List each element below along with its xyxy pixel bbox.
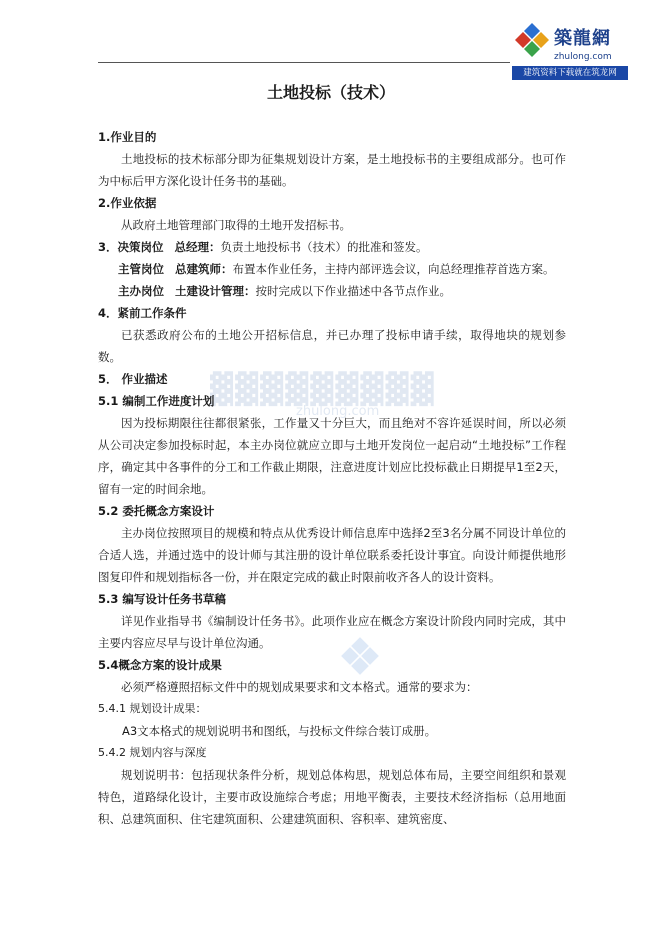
decision-role: 总经理： [174,240,221,254]
watermark-text: ▓▓▓▓▓▓▓▓▓ [210,372,436,407]
section-5-heading: 5． 作业描述 [98,372,168,386]
section-3-supervisor [98,258,566,280]
section-3-decision [98,236,566,258]
section-1-text: 土地投标的技术标部分即为征集规划设计方案，是土地投标书的主要组成部分。也可作为中标后甲方深化设计任务书的基础。 [98,152,566,188]
zhulong-logo [510,18,630,80]
logo-slogan: 建筑资料下载就在筑龙网 [512,66,628,80]
section-5-4-1-text: A3文本格式的规划说明书和图纸，与投标文件综合装订成册。 [122,724,437,738]
section-5-2-text: 主办岗位按照项目的规模和特点从优秀设计师信息库中选择2至3名分属不同设计单位的合适人选，并通过选中的设计师与其注册的设计单位联系委托设计事宜。向设计师提供地形图复印件和规划指标各一份，并在限定完成的截止时限前收齐各人的设计资料。 [98,526,566,584]
logo-url: zhulong.com [554,52,612,62]
section-5-1-heading: 5.1 编制工作进度计划 [98,394,215,408]
owner-label: 主办岗位 [118,284,164,298]
section-1-heading: 1.作业目的 [98,130,157,144]
section-5-4-2-heading: 5.4.2 规划内容与深度 [98,746,207,759]
section-5-1-text: 因为投标期限往往都很紧张，工作量又十分巨大，而且绝对不容许延误时间，所以必须从公司决定参加投标时起，本主办岗位就应立即与土地开发岗位一起启动“土地投标”工作程序，确定其中各事件的分工和工作截止期限，注意进度计划应比投标截止日期提早1至2天，留有一定的时间余地。 [98,416,566,496]
decision-text: 负责土地投标书（技术）的批准和签发。 [220,240,428,254]
section-5-4-text: 必须严格遵照招标文件中的规划成果要求和文本格式。通常的要求为： [121,680,478,694]
section-2-heading: 2.作业依据 [98,196,157,210]
supervisor-label: 主管岗位 [118,262,164,276]
section-5-3-heading: 5.3 编写设计任务书草稿 [98,592,226,606]
section-2-text: 从政府土地管理部门取得的土地开发招标书。 [121,218,351,232]
owner-role: 土建设计管理： [174,284,256,298]
section-4-heading: 4．紧前工作条件 [98,306,187,320]
section-3-heading: 3．决策岗位 [98,240,164,254]
section-5-4-2-text: 规划说明书：包括现状条件分析，规划总体构思，规划总体布局，主要空间组织和景观特色，道路绿化设计，主要市政设施综合考虑；用地平衡表，主要技术经济指标（总用地面积、总建筑面积、住宅建筑面积、公建建筑面积、容积率、建筑密度、 [98,768,566,826]
section-5-4-1-heading: 5.4.1 规划设计成果： [98,702,207,715]
section-5-3-text: 详见作业指导书《编制设计任务书》。此项作业应在概念方案设计阶段内同时完成，其中主要内容应尽早与设计单位沟通。 [98,614,566,650]
document-body [98,126,566,830]
logo-title: 築龍網 [554,28,611,49]
supervisor-role: 总建筑师： [174,262,233,276]
header-rule [98,62,510,63]
section-3-owner [98,280,566,302]
supervisor-text: 布置本作业任务，主持内部评选会议，向总经理推荐首选方案。 [232,262,555,276]
section-5-4-heading: 5.4概念方案的设计成果 [98,658,222,672]
document-title: 土地投标（技术） [266,83,395,102]
owner-text: 按时完成以下作业描述中各节点作业。 [255,284,451,298]
watermark-url: zhulong.com [296,404,380,419]
section-4-text: 已获悉政府公布的土地公开招标信息，并已办理了投标申请手续，取得地块的规划参数。 [98,328,566,364]
logo-mark-icon [514,22,550,58]
section-5-2-heading: 5.2 委托概念方案设计 [98,504,215,518]
